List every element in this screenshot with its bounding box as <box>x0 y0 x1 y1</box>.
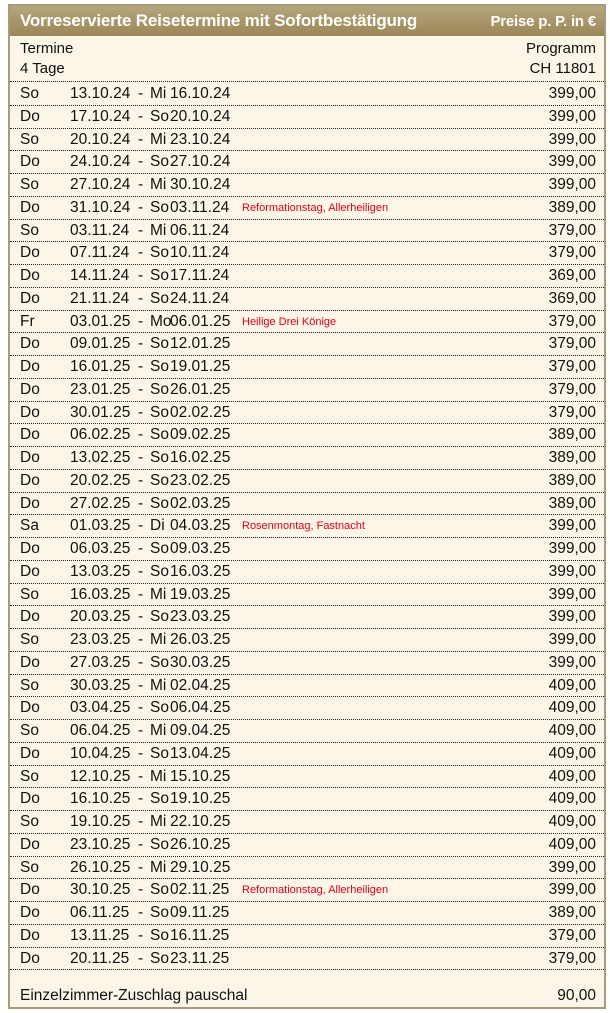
end-date: 22.10.25 <box>170 813 231 830</box>
end-weekday: So <box>150 494 169 512</box>
end-weekday: Di <box>150 517 165 535</box>
end-weekday: So <box>150 881 169 899</box>
price: 399,00 <box>548 540 596 557</box>
start-date: 20.10.24 <box>70 130 131 148</box>
end-date: 30.03.25 <box>170 653 231 671</box>
end-date: 30.10.24 <box>170 176 231 193</box>
start-weekday: Do <box>20 244 40 262</box>
date-separator: - <box>138 631 144 648</box>
price: 379,00 <box>548 335 596 353</box>
holiday-note: Reformationstag, Allerheiligen <box>242 201 389 214</box>
price: 409,00 <box>548 790 596 808</box>
table-row <box>10 129 604 152</box>
start-date: 27.02.25 <box>70 494 131 512</box>
price: 409,00 <box>548 767 596 785</box>
date-separator: - <box>138 449 144 466</box>
end-date: 02.02.25 <box>170 403 231 421</box>
end-weekday: So <box>150 335 169 353</box>
start-date: 30.01.25 <box>70 403 131 421</box>
start-date: 03.01.25 <box>70 312 131 330</box>
price-table <box>8 4 606 1009</box>
table-row <box>10 379 604 402</box>
end-weekday: So <box>150 267 169 284</box>
date-separator: - <box>138 881 144 899</box>
start-date: 27.03.25 <box>70 653 131 671</box>
start-weekday: Do <box>20 380 40 398</box>
price: 399,00 <box>548 130 596 148</box>
end-weekday: So <box>150 403 169 421</box>
table-row <box>10 402 604 425</box>
table-title: Vorreservierte Reisetermine mit Sofortbestätigung <box>20 11 418 30</box>
start-date: 23.03.25 <box>70 631 131 648</box>
end-weekday: So <box>150 471 169 489</box>
date-separator: - <box>138 653 144 671</box>
end-weekday: So <box>150 198 169 216</box>
date-separator: - <box>138 289 144 307</box>
end-weekday: So <box>150 835 169 853</box>
price: 389,00 <box>548 471 596 489</box>
end-date: 26.01.25 <box>170 380 231 398</box>
price: 399,00 <box>548 653 596 671</box>
end-weekday: Mi <box>150 130 167 148</box>
start-weekday: So <box>20 767 39 785</box>
end-weekday: Mo <box>150 312 172 330</box>
end-date: 24.11.24 <box>170 289 230 307</box>
start-weekday: Do <box>20 949 40 967</box>
price: 369,00 <box>548 289 596 307</box>
table-row <box>10 83 604 106</box>
table-row <box>10 356 604 379</box>
price: 399,00 <box>548 85 596 102</box>
price: 399,00 <box>548 517 596 535</box>
start-date: 06.03.25 <box>70 540 131 557</box>
end-date: 20.10.24 <box>170 107 231 125</box>
table-row <box>10 652 604 675</box>
end-weekday: So <box>150 904 169 921</box>
date-separator: - <box>138 335 144 353</box>
start-weekday: So <box>20 722 39 739</box>
start-date: 13.03.25 <box>70 562 131 580</box>
end-weekday: So <box>150 426 169 444</box>
start-weekday: So <box>20 221 39 239</box>
table-row <box>10 493 604 516</box>
end-weekday: So <box>150 244 169 262</box>
date-separator: - <box>138 494 144 512</box>
date-rows <box>10 83 604 970</box>
date-separator: - <box>138 699 144 717</box>
price: 409,00 <box>548 676 596 694</box>
end-date: 09.03.25 <box>170 540 231 557</box>
start-date: 30.10.25 <box>70 881 131 899</box>
start-weekday: So <box>20 585 39 603</box>
date-separator: - <box>138 540 144 557</box>
start-date: 30.03.25 <box>70 676 131 694</box>
price: 379,00 <box>548 403 596 421</box>
price: 399,00 <box>548 881 596 899</box>
price: 379,00 <box>548 949 596 967</box>
start-weekday: Do <box>20 608 40 626</box>
table-row <box>10 606 604 629</box>
end-date: 03.11.24 <box>170 198 230 216</box>
start-date: 12.10.25 <box>70 767 131 785</box>
end-weekday: So <box>150 540 169 557</box>
price: 379,00 <box>548 358 596 375</box>
start-date: 03.04.25 <box>70 699 131 717</box>
price: 399,00 <box>548 858 596 876</box>
end-weekday: So <box>150 653 169 671</box>
dates-column-header: Termine <box>20 40 74 57</box>
table-row <box>10 174 604 197</box>
date-separator: - <box>138 198 144 216</box>
price-note: Preise p. P. in € <box>490 12 596 30</box>
end-date: 23.02.25 <box>170 471 231 489</box>
start-date: 20.11.25 <box>70 949 130 967</box>
end-date: 02.11.25 <box>170 881 230 899</box>
start-weekday: So <box>20 813 39 830</box>
price: 399,00 <box>548 562 596 580</box>
price: 399,00 <box>548 107 596 125</box>
end-date: 09.02.25 <box>170 426 231 444</box>
start-date: 26.10.25 <box>70 858 131 876</box>
price: 409,00 <box>548 744 596 762</box>
start-date: 16.03.25 <box>70 585 131 603</box>
price: 399,00 <box>548 176 596 193</box>
start-weekday: Do <box>20 449 40 466</box>
start-date: 09.01.25 <box>70 335 131 353</box>
end-weekday: Mi <box>150 722 167 739</box>
date-separator: - <box>138 813 144 830</box>
end-weekday: So <box>150 949 169 967</box>
table-row <box>10 857 604 880</box>
end-date: 23.11.25 <box>170 949 230 967</box>
table-row <box>10 242 604 265</box>
start-weekday: So <box>20 631 39 648</box>
price: 379,00 <box>548 244 596 262</box>
start-weekday: Do <box>20 881 40 899</box>
end-date: 26.10.25 <box>170 835 231 853</box>
table-row <box>10 447 604 470</box>
start-date: 14.11.24 <box>70 267 130 284</box>
date-separator: - <box>138 221 144 239</box>
price: 379,00 <box>548 380 596 398</box>
end-weekday: Mi <box>150 631 167 648</box>
price: 389,00 <box>548 449 596 466</box>
end-date: 23.03.25 <box>170 608 231 626</box>
start-weekday: So <box>20 176 39 193</box>
end-weekday: Mi <box>150 176 167 193</box>
start-weekday: Do <box>20 267 40 284</box>
start-date: 31.10.24 <box>70 198 131 216</box>
date-separator: - <box>138 790 144 808</box>
start-weekday: So <box>20 130 39 148</box>
end-date: 02.04.25 <box>170 676 231 694</box>
end-weekday: So <box>150 107 169 125</box>
table-row <box>10 697 604 720</box>
table-row <box>10 629 604 652</box>
table-row <box>10 561 604 584</box>
table-row <box>10 811 604 834</box>
start-weekday: Do <box>20 358 40 375</box>
table-row <box>10 197 604 220</box>
price: 379,00 <box>548 926 596 944</box>
start-weekday: Do <box>20 494 40 512</box>
table-row <box>10 675 604 698</box>
price: 409,00 <box>548 813 596 830</box>
end-date: 19.03.25 <box>170 585 231 603</box>
end-date: 13.04.25 <box>170 744 231 762</box>
price: 409,00 <box>548 835 596 853</box>
start-weekday: So <box>20 858 39 876</box>
start-weekday: So <box>20 85 39 102</box>
date-separator: - <box>138 471 144 489</box>
table-row <box>10 743 604 766</box>
table-row <box>10 584 604 607</box>
end-weekday: Mi <box>150 767 167 785</box>
end-weekday: So <box>150 926 169 944</box>
date-separator: - <box>138 426 144 444</box>
date-separator: - <box>138 130 144 148</box>
price: 389,00 <box>548 198 596 216</box>
end-weekday: So <box>150 608 169 626</box>
start-weekday: Do <box>20 699 40 717</box>
date-separator: - <box>138 744 144 762</box>
table-row <box>10 538 604 561</box>
end-date: 06.11.24 <box>170 221 230 239</box>
table-row <box>10 333 604 356</box>
price: 399,00 <box>548 631 596 648</box>
end-date: 06.04.25 <box>170 699 231 717</box>
start-weekday: Do <box>20 653 40 671</box>
end-weekday: So <box>150 153 169 171</box>
end-date: 12.01.25 <box>170 335 231 353</box>
start-date: 06.04.25 <box>70 722 131 739</box>
date-separator: - <box>138 904 144 921</box>
program-code: CH 11801 <box>529 60 596 77</box>
table-row <box>10 902 604 925</box>
single-room-surcharge-price: 90,00 <box>557 987 596 1004</box>
table-row <box>10 515 604 538</box>
program-column-header: Programm <box>525 40 596 57</box>
end-date: 16.03.25 <box>170 562 231 580</box>
start-date: 27.10.24 <box>70 176 131 193</box>
end-weekday: Mi <box>150 813 167 830</box>
start-date: 20.02.25 <box>70 471 131 489</box>
date-separator: - <box>138 562 144 580</box>
start-date: 13.02.25 <box>70 449 131 466</box>
price: 409,00 <box>548 722 596 739</box>
end-date: 26.03.25 <box>170 631 231 648</box>
price: 389,00 <box>548 494 596 512</box>
price: 389,00 <box>548 426 596 444</box>
date-separator: - <box>138 517 144 535</box>
start-date: 19.10.25 <box>70 813 131 830</box>
start-date: 03.11.24 <box>70 221 130 239</box>
date-separator: - <box>138 858 144 876</box>
end-date: 15.10.25 <box>170 767 231 785</box>
end-date: 19.01.25 <box>170 358 231 375</box>
start-weekday: Do <box>20 540 40 557</box>
table-row <box>10 220 604 243</box>
price: 409,00 <box>548 699 596 717</box>
start-date: 13.11.25 <box>70 926 130 944</box>
end-weekday: So <box>150 562 169 580</box>
date-separator: - <box>138 403 144 421</box>
start-date: 06.02.25 <box>70 426 131 444</box>
table-row <box>10 834 604 857</box>
date-separator: - <box>138 722 144 739</box>
start-weekday: Do <box>20 926 40 944</box>
title-bar <box>10 6 604 36</box>
date-separator: - <box>138 267 144 284</box>
price: 399,00 <box>548 608 596 626</box>
date-separator: - <box>138 244 144 262</box>
start-date: 06.11.25 <box>70 904 130 921</box>
price: 399,00 <box>548 153 596 171</box>
holiday-note: Rosenmontag, Fastnacht <box>242 520 365 533</box>
start-weekday: Sa <box>20 517 39 535</box>
column-header <box>10 38 604 82</box>
table-row <box>10 925 604 948</box>
end-date: 09.11.25 <box>170 904 230 921</box>
start-weekday: Do <box>20 198 40 216</box>
single-room-surcharge-label: Einzelzimmer-Zuschlag pauschal <box>20 987 248 1004</box>
end-weekday: Mi <box>150 585 167 603</box>
end-weekday: Mi <box>150 858 167 876</box>
end-weekday: So <box>150 380 169 398</box>
holiday-note: Reformationstag, Allerheiligen <box>242 884 389 897</box>
end-date: 17.11.24 <box>170 267 230 284</box>
table-row <box>10 879 604 902</box>
date-separator: - <box>138 926 144 944</box>
date-separator: - <box>138 585 144 603</box>
table-row <box>10 720 604 743</box>
price: 369,00 <box>548 267 596 284</box>
date-separator: - <box>138 767 144 785</box>
end-date: 16.10.24 <box>170 85 231 102</box>
duration-label: 4 Tage <box>20 60 65 77</box>
end-weekday: So <box>150 699 169 717</box>
start-weekday: Do <box>20 562 40 580</box>
start-date: 16.01.25 <box>70 358 131 375</box>
start-date: 07.11.24 <box>70 244 130 262</box>
start-weekday: Do <box>20 744 40 762</box>
price: 379,00 <box>548 312 596 330</box>
date-separator: - <box>138 608 144 626</box>
table-row <box>10 151 604 174</box>
start-weekday: Do <box>20 289 40 307</box>
date-separator: - <box>138 949 144 967</box>
start-weekday: Do <box>20 335 40 353</box>
table-row <box>10 106 604 129</box>
start-weekday: Do <box>20 471 40 489</box>
start-date: 01.03.25 <box>70 517 131 535</box>
end-date: 16.02.25 <box>170 449 231 466</box>
start-date: 10.04.25 <box>70 744 131 762</box>
table-row <box>10 288 604 311</box>
start-date: 17.10.24 <box>70 107 131 125</box>
holiday-note: Heilige Drei Könige <box>242 315 337 328</box>
end-date: 02.03.25 <box>170 494 231 512</box>
start-weekday: Do <box>20 153 40 171</box>
footer-row <box>10 984 604 1008</box>
date-separator: - <box>138 380 144 398</box>
end-weekday: So <box>150 358 169 375</box>
table-row <box>10 766 604 789</box>
end-date: 04.03.25 <box>170 517 231 535</box>
start-weekday: Do <box>20 107 40 125</box>
start-weekday: Fr <box>20 312 35 330</box>
date-separator: - <box>138 312 144 330</box>
end-weekday: So <box>150 289 169 307</box>
start-weekday: Do <box>20 835 40 853</box>
end-weekday: Mi <box>150 221 167 239</box>
end-date: 06.01.25 <box>170 312 231 330</box>
date-separator: - <box>138 107 144 125</box>
table-row <box>10 311 604 334</box>
start-date: 20.03.25 <box>70 608 131 626</box>
end-date: 19.10.25 <box>170 790 231 808</box>
start-date: 21.11.24 <box>70 289 130 307</box>
start-date: 16.10.25 <box>70 790 131 808</box>
end-date: 10.11.24 <box>170 244 230 262</box>
end-date: 09.04.25 <box>170 722 231 739</box>
date-separator: - <box>138 835 144 853</box>
table-row <box>10 788 604 811</box>
date-separator: - <box>138 358 144 375</box>
end-weekday: So <box>150 790 169 808</box>
date-separator: - <box>138 153 144 171</box>
start-weekday: Do <box>20 426 40 444</box>
start-weekday: So <box>20 676 39 694</box>
start-weekday: Do <box>20 904 40 921</box>
price: 379,00 <box>548 221 596 239</box>
price: 399,00 <box>548 585 596 603</box>
start-date: 24.10.24 <box>70 153 131 171</box>
table-row <box>10 265 604 288</box>
start-date: 13.10.24 <box>70 85 131 102</box>
end-date: 29.10.25 <box>170 858 231 876</box>
end-weekday: Mi <box>150 85 167 102</box>
start-date: 23.01.25 <box>70 380 131 398</box>
table-row <box>10 470 604 493</box>
end-date: 27.10.24 <box>170 153 231 171</box>
end-weekday: So <box>150 449 169 466</box>
start-weekday: Do <box>20 403 40 421</box>
start-date: 23.10.25 <box>70 835 131 853</box>
date-separator: - <box>138 176 144 193</box>
end-weekday: Mi <box>150 676 167 694</box>
start-weekday: Do <box>20 790 40 808</box>
table-row <box>10 948 604 971</box>
date-separator: - <box>138 85 144 102</box>
price: 389,00 <box>548 904 596 921</box>
end-date: 16.11.25 <box>170 926 230 944</box>
end-weekday: So <box>150 744 169 762</box>
end-date: 23.10.24 <box>170 130 231 148</box>
date-separator: - <box>138 676 144 694</box>
table-row <box>10 424 604 447</box>
